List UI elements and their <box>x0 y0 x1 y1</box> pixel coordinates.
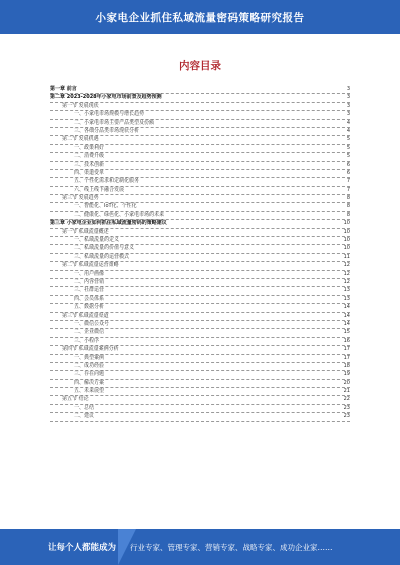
toc-entry[interactable] <box>50 396 350 404</box>
toc-entry[interactable] <box>50 304 350 312</box>
toc-entry-page: 17 <box>343 354 350 361</box>
toc-entry-page: 11 <box>343 253 350 260</box>
toc-entry-page: 3 <box>346 102 350 109</box>
toc-entry[interactable] <box>50 229 350 237</box>
toc-entry-label: 四、会员体系 <box>50 296 106 302</box>
toc-entry-label: 三、技术创新 <box>50 162 106 168</box>
toc-entry-page: 7 <box>346 186 350 193</box>
toc-entry-page: 6 <box>346 169 350 176</box>
toc-entry-page: 10 <box>343 245 350 252</box>
toc-entry-page: 4 <box>346 119 350 126</box>
toc-entry-label: 二、私域流量的价值与意义 <box>50 245 136 251</box>
toc-entry-label: 一、小家电市场规模与增长趋势 <box>50 111 146 117</box>
toc-entry-label: 一、智能化、IoT化、个性化 <box>50 203 139 209</box>
toc-entry[interactable] <box>50 413 350 421</box>
toc-entry-label: 二、小家电市场主要产品类型及份额 <box>50 120 156 126</box>
toc-entry-page: 23 <box>343 404 350 411</box>
toc-entry[interactable] <box>50 162 350 170</box>
toc-entry-page: 14 <box>343 320 350 327</box>
toc-entry[interactable] <box>50 103 350 111</box>
toc-entry[interactable] <box>50 380 350 388</box>
toc-entry-label: 一、私域流量的定义 <box>50 237 121 243</box>
toc-entry[interactable] <box>50 371 350 379</box>
toc-entry-page: 3 <box>346 86 350 92</box>
toc-entry-page: 13 <box>343 287 350 294</box>
toc-entry-page: 13 <box>343 295 350 302</box>
toc-entry[interactable] <box>50 178 350 186</box>
toc-entry-page: 7 <box>346 178 350 185</box>
toc-entry[interactable] <box>50 287 350 295</box>
toc-entry-page: 6 <box>346 161 350 168</box>
toc-entry-page: 5 <box>346 144 350 151</box>
toc-entry-label: 三、小程序 <box>50 338 101 344</box>
toc-entry[interactable] <box>50 220 350 228</box>
toc-entry[interactable] <box>50 262 350 270</box>
toc-entry[interactable] <box>50 388 350 396</box>
toc-entry-page: 15 <box>343 329 350 336</box>
toc-entry-label: 第四节 私域流量案例分析 <box>50 346 121 352</box>
toc-entry-page: 5 <box>346 153 350 160</box>
toc-entry-label: 五、数据分析 <box>50 304 106 310</box>
toc-entry[interactable] <box>50 245 350 253</box>
toc-entry[interactable] <box>50 145 350 153</box>
toc-entry[interactable] <box>50 111 350 119</box>
table-of-contents <box>50 86 350 422</box>
toc-entry-label: 第二章 2023-2028年小家电市场前景及趋势预测 <box>50 94 162 101</box>
toc-entry-label: 第五节 结论 <box>50 396 91 402</box>
toc-entry-page: 20 <box>343 379 350 386</box>
toc-entry-label: 四、解决方案 <box>50 380 106 386</box>
toc-entry[interactable] <box>50 296 350 304</box>
toc-entry-page: 8 <box>346 211 350 218</box>
toc-entry-label: 第一章 前言 <box>50 86 77 92</box>
toc-entry-label: 五、个性化需求和定制化服务 <box>50 178 141 184</box>
toc-entry[interactable] <box>50 346 350 354</box>
toc-entry[interactable] <box>50 271 350 279</box>
toc-entry-label: 第二节 发展机遇 <box>50 136 101 142</box>
toc-entry-label: 第一节 私域流量概述 <box>50 229 111 235</box>
toc-entry[interactable] <box>50 94 350 102</box>
toc-title: 内容目录 <box>179 60 221 72</box>
toc-entry-label: 二、企业微信 <box>50 329 106 335</box>
toc-entry-page: 14 <box>343 304 350 311</box>
toc-entry-page: 12 <box>343 262 350 269</box>
toc-entry-label: 三、社群运营 <box>50 287 106 293</box>
toc-entry-page: 14 <box>343 312 350 319</box>
toc-entry[interactable] <box>50 120 350 128</box>
toc-entry-label: 一、用户画像 <box>50 271 106 277</box>
toc-entry[interactable] <box>50 338 350 346</box>
toc-entry-label: 二、成功经验 <box>50 363 106 369</box>
header-bar <box>0 0 400 34</box>
toc-entry-label: 二、建议 <box>50 413 96 419</box>
toc-entry-page: 21 <box>343 388 350 395</box>
toc-entry[interactable] <box>50 203 350 211</box>
toc-entry-page: 8 <box>346 195 350 202</box>
toc-entry-label: 一、政策利好 <box>50 145 106 151</box>
footer-bar <box>0 529 400 565</box>
toc-entry-page: 23 <box>343 413 350 420</box>
footer-slogan-right: 行业专家、管理专家、营销专家、战略专家、成功企业家…… <box>130 543 333 552</box>
toc-entry-page: 12 <box>343 270 350 277</box>
toc-entry-page: 3 <box>346 94 350 101</box>
toc-entry-page: 4 <box>346 127 350 134</box>
toc-entry-label: 一、典型案例 <box>50 355 106 361</box>
toc-entry[interactable] <box>50 153 350 161</box>
toc-entry-page: 18 <box>343 362 350 369</box>
toc-entry-label: 二、消费升级 <box>50 153 106 159</box>
toc-entry-label: 第二节 私域流量运营策略 <box>50 262 121 268</box>
toc-entry-label: 二、内容营销 <box>50 279 106 285</box>
toc-entry-label: 三、存在问题 <box>50 371 106 377</box>
toc-entry[interactable] <box>50 313 350 321</box>
toc-entry[interactable] <box>50 355 350 363</box>
toc-entry-page: 19 <box>343 371 350 378</box>
toc-entry[interactable] <box>50 405 350 413</box>
toc-entry-label: 第一节 发展现状 <box>50 103 101 109</box>
toc-entry-label: 一、微信公众号 <box>50 321 111 327</box>
toc-entry-page: 10 <box>343 228 350 235</box>
toc-entry[interactable] <box>50 329 350 337</box>
toc-entry-page: 3 <box>346 111 350 118</box>
toc-entry[interactable] <box>50 254 350 262</box>
toc-entry-page: 17 <box>343 346 350 353</box>
toc-entry[interactable] <box>50 136 350 144</box>
toc-entry-label: 第三章 小家电企业如何抓住私域流量密码的策略建议 <box>50 220 167 227</box>
toc-entry[interactable] <box>50 212 350 220</box>
toc-entry[interactable] <box>50 187 350 195</box>
toc-entry-label: 六、线上线下融合发展 <box>50 187 126 193</box>
toc-entry-label: 一、总结 <box>50 405 96 411</box>
toc-entry-page: 10 <box>343 220 350 227</box>
toc-entry-label: 第三节 发展趋势 <box>50 195 101 201</box>
toc-entry-page: 16 <box>343 337 350 344</box>
toc-entry-label: 四、渠道变革 <box>50 170 106 176</box>
toc-entry-page: 22 <box>343 396 350 403</box>
toc-entry-label: 二、健康化、绿色化、小家电市场的未来 <box>50 212 166 218</box>
toc-entry-label: 五、未来展望 <box>50 388 106 394</box>
toc-entry-label: 三、各细分品类市场现状分析 <box>50 128 141 134</box>
toc-entry-page: 12 <box>343 278 350 285</box>
toc-entry-label: 第三节 私域流量渠道 <box>50 313 111 319</box>
report-title: 小家电企业抓住私域流量密码策略研究报告 <box>95 12 305 24</box>
toc-entry-page: 5 <box>346 136 350 143</box>
toc-entry-page: 10 <box>343 237 350 244</box>
footer-slogan-left: 让每个人都能成为 <box>48 543 117 553</box>
toc-entry-label: 三、私域流量的运营模式 <box>50 254 131 260</box>
toc-entry-page: 8 <box>346 203 350 210</box>
